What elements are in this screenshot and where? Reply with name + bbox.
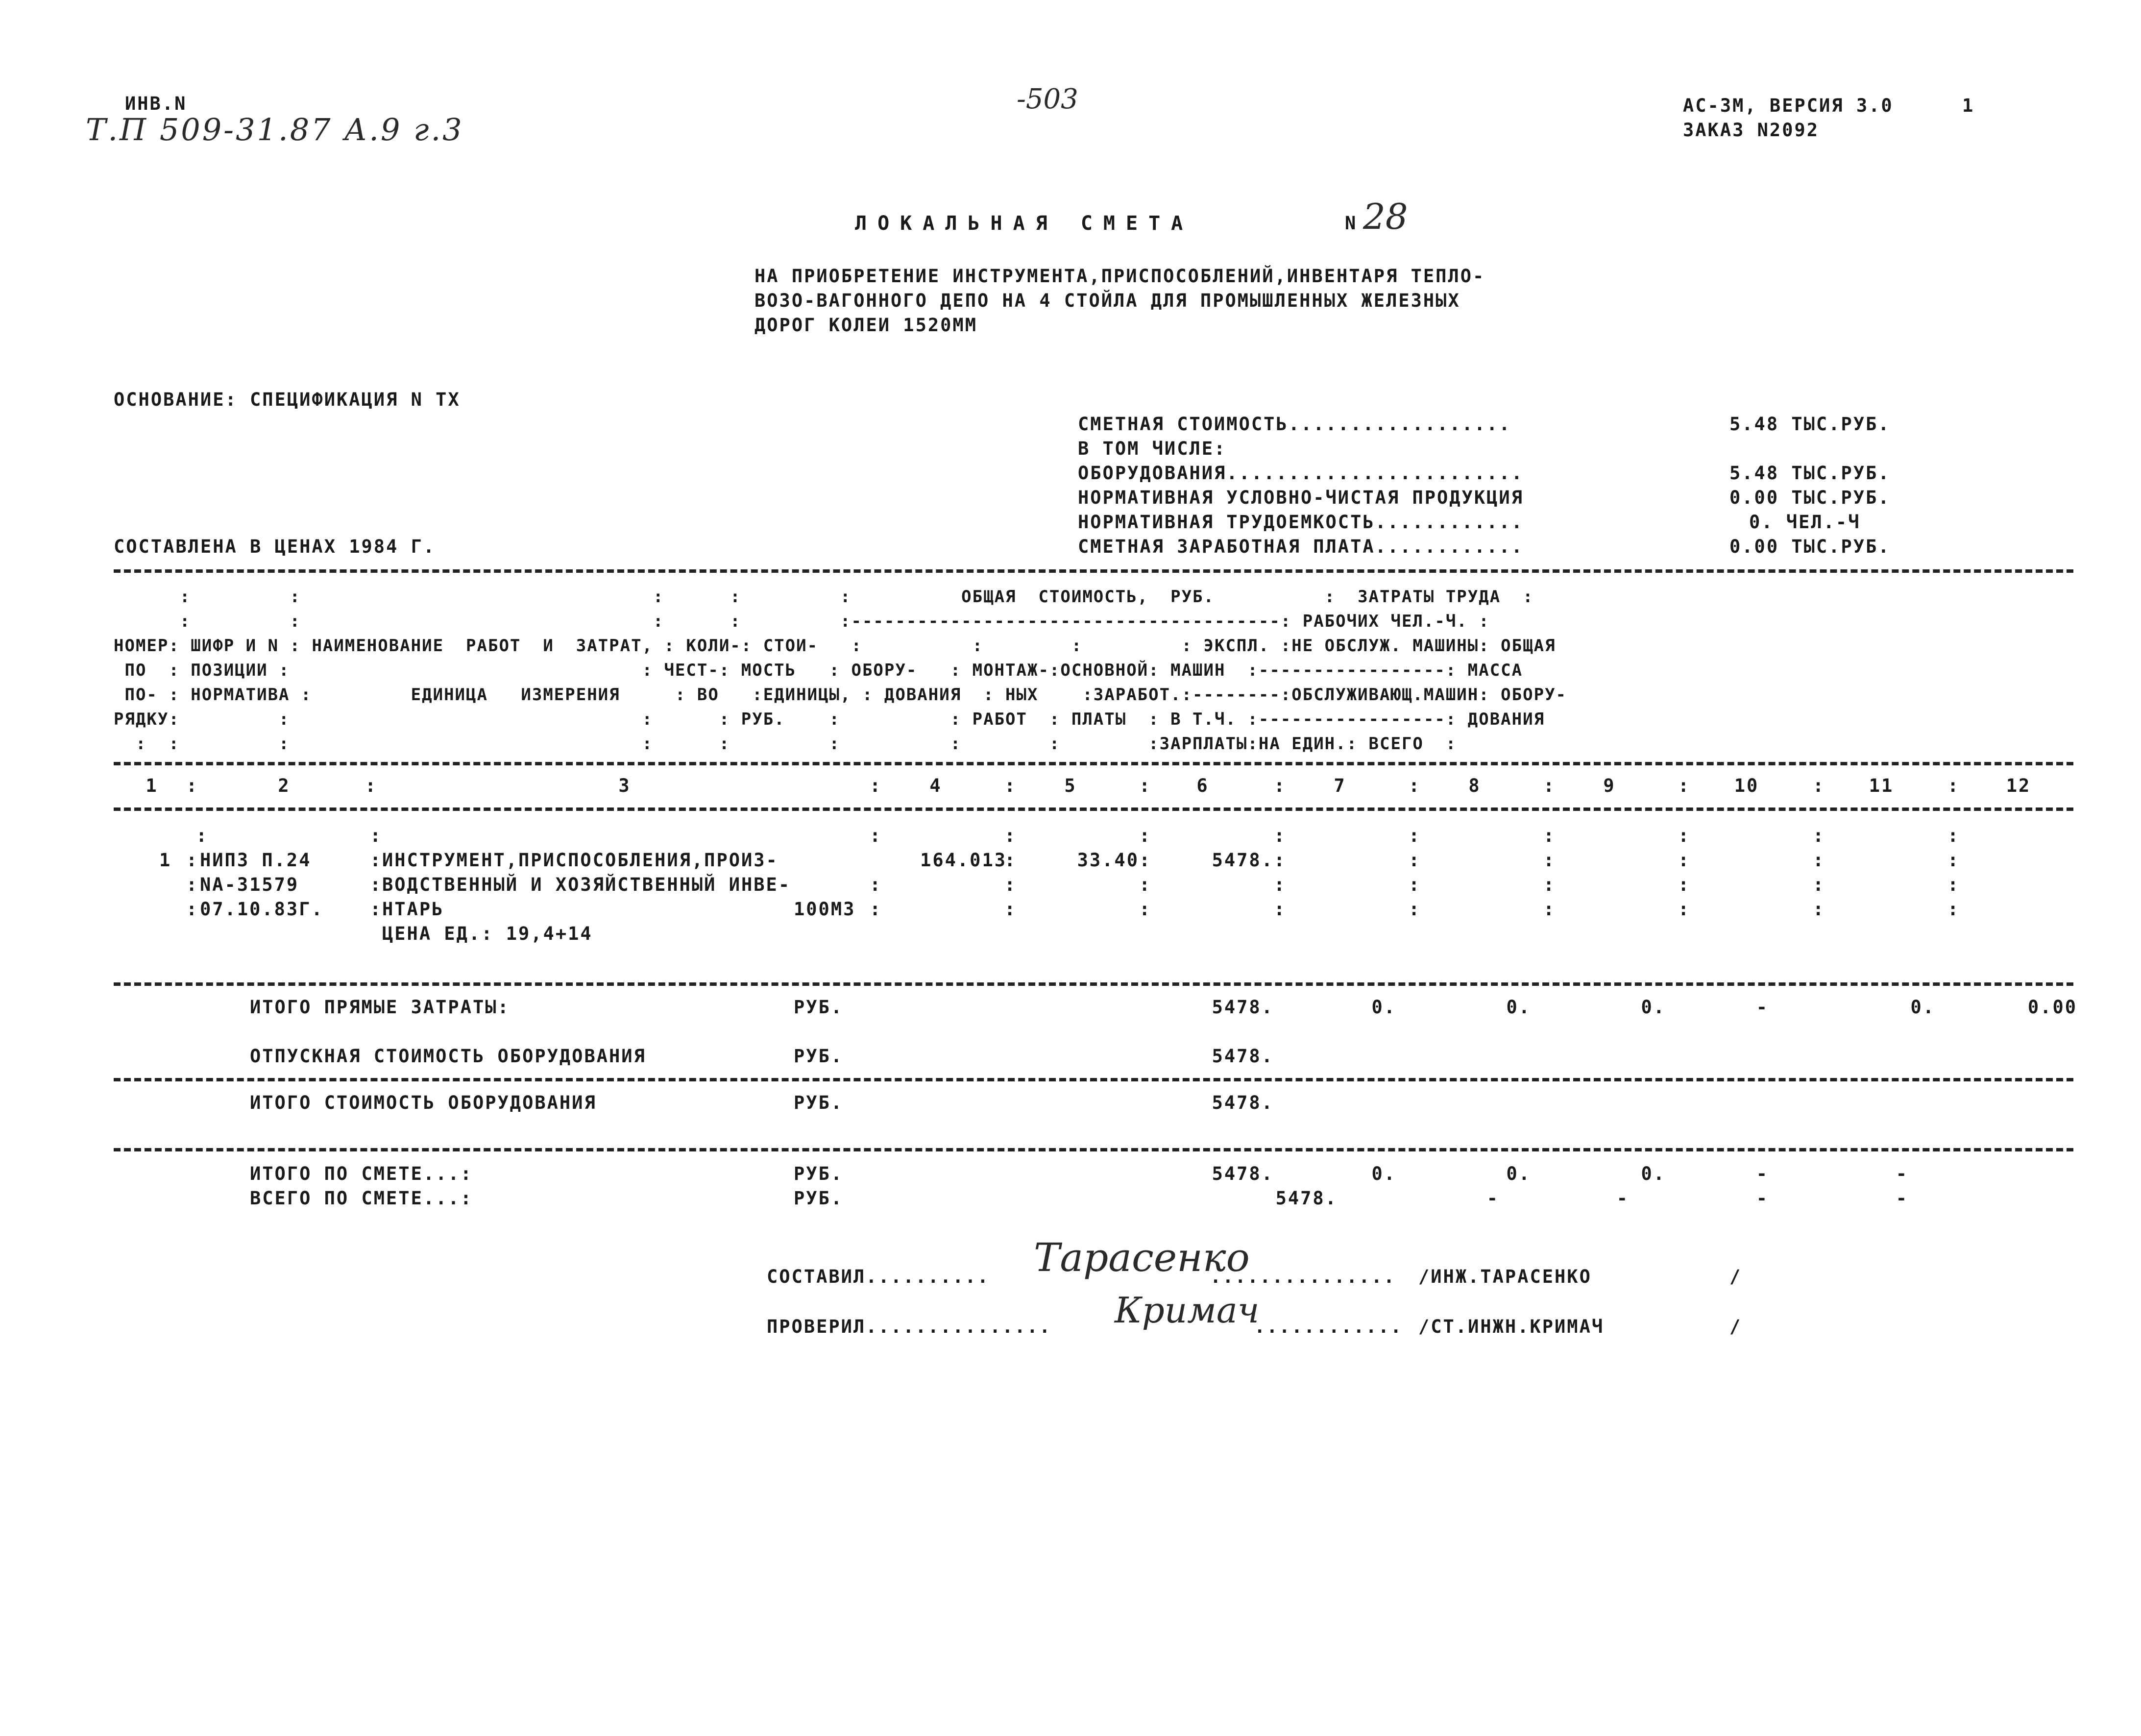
separator: : xyxy=(186,899,199,920)
table-header-line-2: : : : : :---------------------------------------: РАБОЧИХ ЧЕЛ.-Ч. : xyxy=(114,611,1490,631)
separator: : xyxy=(1678,775,1691,796)
separator: : xyxy=(1813,775,1825,796)
signature-compiled-handwritten: Тарасенко xyxy=(1034,1235,1250,1280)
separator: : xyxy=(1813,850,1825,871)
total-wages: - xyxy=(1486,1188,1499,1209)
total-equipment: 5478. xyxy=(1212,1163,1274,1184)
signature-checked-label: ПРОВЕРИЛ............... xyxy=(767,1316,1052,1337)
table-header-line-3: НОМЕР: ШИФР И N : НАИМЕНОВАНИЕ РАБОТ И ЗАТРАТ, : КОЛИ-: СТОИ- : : : : ЭКСПЛ. :НЕ ОБСЛУЖ. МАШИНЫ: ОБЩАЯ xyxy=(114,636,1556,656)
total-wages: 0. xyxy=(1506,1163,1531,1184)
total-equipment: 5478. xyxy=(1275,1188,1338,1209)
separator: : xyxy=(1543,775,1556,796)
separator: : xyxy=(870,775,882,796)
total-equipment: 5478. xyxy=(1212,997,1274,1018)
row-name-3: НТАРЬ xyxy=(382,899,444,920)
separator: : xyxy=(1274,850,1287,871)
rule-equip-total-top xyxy=(114,1078,2073,1081)
separator: : xyxy=(1543,825,1556,846)
separator: : xyxy=(1678,850,1691,871)
separator: : xyxy=(1274,825,1287,846)
table-header-line-7: : : : : : : : : :ЗАРПЛАТЫ:НА ЕДИН.: ВСЕГО : xyxy=(114,734,1457,754)
total-labor-unit: - xyxy=(1756,1163,1769,1184)
separator: : xyxy=(1947,825,1960,846)
separator: : xyxy=(1813,899,1825,920)
signature-checked-handwritten: Кримач xyxy=(1115,1290,1260,1331)
column-number: 3 xyxy=(618,775,631,796)
column-number: 1 xyxy=(146,775,158,796)
separator: : xyxy=(1139,825,1152,846)
separator: : xyxy=(1139,850,1152,871)
total-machines: 0. xyxy=(1641,1163,1666,1184)
separator: : xyxy=(196,825,209,846)
column-number: 4 xyxy=(929,775,942,796)
signature-compiled-name: /ИНЖ.ТАРАСЕНКО xyxy=(1418,1266,1592,1287)
separator: : xyxy=(370,899,383,920)
separator: : xyxy=(1678,825,1691,846)
separator: : xyxy=(1543,874,1556,895)
signature-slash: / xyxy=(1729,1266,1742,1287)
summary-value-2: 5.48 ТЫС.РУБ. xyxy=(1729,463,1891,484)
separator: : xyxy=(1004,775,1017,796)
page-number-handwritten: -503 xyxy=(1017,83,1078,115)
separator: : xyxy=(1274,899,1287,920)
total-labor-unit: - xyxy=(1756,997,1769,1018)
separator: : xyxy=(1139,874,1152,895)
separator: : xyxy=(870,825,882,846)
row-code-3: 07.10.83Г. xyxy=(200,899,324,920)
signature-compiled-dots: ............... xyxy=(1210,1266,1396,1287)
separator: : xyxy=(1409,899,1421,920)
summary-value-5: 0.00 ТЫС.РУБ. xyxy=(1729,536,1891,557)
separator: : xyxy=(186,775,199,796)
subtitle-line-2: ВОЗО-ВАГОННОГО ДЕПО НА 4 СТОЙЛА ДЛЯ ПРОМЫШЛЕННЫХ ЖЕЛЕЗНЫХ xyxy=(754,290,1460,311)
separator: : xyxy=(365,775,378,796)
table-header-line-5: ПО- : НОРМАТИВА : ЕДИНИЦА ИЗМЕРЕНИЯ : ВО :ЕДИНИЦЫ, : ДОВАНИЯ : НЫХ :ЗАРАБОТ.:--------:ОБСЛУЖИВАЮЩ.МАШИН: ОБОРУ- xyxy=(114,685,1567,705)
inventory-handwritten: Т.П 509-31.87 А.9 г.3 xyxy=(86,112,464,147)
separator: : xyxy=(1004,850,1017,871)
separator: : xyxy=(1409,874,1421,895)
separator: : xyxy=(1004,825,1017,846)
summary-label-0: СМЕТНАЯ СТОИМОСТЬ.................. xyxy=(1078,414,1511,435)
summary-value-0: 5.48 ТЫС.РУБ. xyxy=(1729,414,1891,435)
column-number: 9 xyxy=(1603,775,1616,796)
column-number: 2 xyxy=(278,775,291,796)
table-header-line-6: РЯДКУ: : : : РУБ. : : РАБОТ : ПЛАТЫ : В Т.Ч. :-----------------: ДОВАНИЯ xyxy=(114,709,1545,729)
summary-label-4: НОРМАТИВНАЯ ТРУДОЕМКОСТЬ............ xyxy=(1078,512,1524,533)
summary-label-1: В ТОМ ЧИСЛЕ: xyxy=(1078,438,1227,459)
rule-estimate-top xyxy=(114,1148,2073,1151)
separator: : xyxy=(1543,850,1556,871)
total-label: ИТОГО СТОИМОСТЬ ОБОРУДОВАНИЯ xyxy=(250,1092,597,1113)
column-number: 8 xyxy=(1468,775,1481,796)
inventory-label: ИНВ.N xyxy=(125,93,187,114)
row-name-2: ВОДСТВЕННЫЙ И ХОЗЯЙСТВЕННЫЙ ИНВЕ- xyxy=(382,874,791,895)
summary-value-3: 0.00 ТЫС.РУБ. xyxy=(1729,487,1891,508)
separator: : xyxy=(1274,775,1287,796)
separator: : xyxy=(1947,899,1960,920)
total-unit: РУБ. xyxy=(794,1163,844,1184)
total-unit: РУБ. xyxy=(794,997,844,1018)
separator: : xyxy=(870,874,882,895)
column-number: 6 xyxy=(1196,775,1209,796)
row-quantity: 164.013 xyxy=(920,850,1007,871)
total-label: ОТПУСКНАЯ СТОИМОСТЬ ОБОРУДОВАНИЯ xyxy=(250,1046,646,1067)
signature-slash: / xyxy=(1729,1316,1742,1337)
separator: : xyxy=(1813,874,1825,895)
separator: : xyxy=(1947,850,1960,871)
signature-checked-name: /СТ.ИНЖН.КРИМАЧ xyxy=(1418,1316,1605,1337)
total-mass: 0.00 xyxy=(2027,997,2077,1018)
column-number: 7 xyxy=(1334,775,1346,796)
rule-totals-top xyxy=(114,982,2073,986)
row-code-1: НИПЗ П.24 xyxy=(200,850,312,871)
total-label: ИТОГО ПРЯМЫЕ ЗАТРАТЫ: xyxy=(250,997,510,1018)
subtitle-line-1: НА ПРИОБРЕТЕНИЕ ИНСТРУМЕНТА,ПРИСПОСОБЛЕНИЙ,ИНВЕНТАРЯ ТЕПЛО- xyxy=(754,266,1485,287)
total-machines: 0. xyxy=(1641,997,1666,1018)
separator: : xyxy=(1678,874,1691,895)
total-labor-unit: - xyxy=(1756,1188,1769,1209)
separator: : xyxy=(1947,775,1960,796)
row-equipment-cost: 5478. xyxy=(1212,850,1274,871)
separator: : xyxy=(1543,899,1556,920)
separator: : xyxy=(1947,874,1960,895)
total-labor-all: 0. xyxy=(1910,997,1935,1018)
separator: : xyxy=(186,874,199,895)
total-wages: 0. xyxy=(1506,997,1531,1018)
sheet-number: 1 xyxy=(1962,95,1975,116)
separator: : xyxy=(186,850,199,871)
total-equipment: 5478. xyxy=(1212,1046,1274,1067)
separator: : xyxy=(370,825,383,846)
summary-label-3: НОРМАТИВНАЯ УСЛОВНО-ЧИСТАЯ ПРОДУКЦИЯ xyxy=(1078,487,1524,508)
rule-table-top xyxy=(114,569,2073,573)
total-labor-all: - xyxy=(1896,1163,1908,1184)
column-number: 11 xyxy=(1869,775,1894,796)
basis-text: ОСНОВАНИЕ: СПЕЦИФИКАЦИЯ N ТХ xyxy=(114,389,461,410)
title-number-prefix: N xyxy=(1345,213,1358,234)
separator: : xyxy=(1409,825,1421,846)
version-label: АС-3М, ВЕРСИЯ 3.0 xyxy=(1683,95,1894,116)
column-number: 10 xyxy=(1734,775,1759,796)
separator: : xyxy=(1139,899,1152,920)
total-unit: РУБ. xyxy=(794,1188,844,1209)
total-installation: 0. xyxy=(1371,1163,1396,1184)
order-number: ЗАКАЗ N2092 xyxy=(1683,120,1820,141)
rule-colnums-bottom xyxy=(114,807,2073,811)
rule-header-bottom xyxy=(114,762,2073,765)
title-number-handwritten: 28 xyxy=(1363,196,1408,237)
row-unit-price-note: ЦЕНА ЕД.: 19,4+14 xyxy=(382,923,593,944)
separator: : xyxy=(870,899,882,920)
prices-year: СОСТАВЛЕНА В ЦЕНАХ 1984 Г. xyxy=(114,536,436,557)
signature-compiled-label: СОСТАВИЛ.......... xyxy=(767,1266,990,1287)
row-name-1: ИНСТРУМЕНТ,ПРИСПОСОБЛЕНИЯ,ПРОИЗ- xyxy=(382,850,779,871)
document-title: ЛОКАЛЬНАЯ СМЕТА xyxy=(855,212,1194,235)
separator: : xyxy=(1004,874,1017,895)
total-label: ИТОГО ПО СМЕТЕ...: xyxy=(250,1163,473,1184)
separator: : xyxy=(1409,850,1421,871)
table-header-line-1: : : : : : ОБЩАЯ СТОИМОСТЬ, РУБ. : ЗАТРАТЫ ТРУДА : xyxy=(114,587,1534,607)
total-machines: - xyxy=(1616,1188,1629,1209)
row-number: 1 xyxy=(159,850,172,871)
row-unit-cost: 33.40 xyxy=(1077,850,1139,871)
subtitle-line-3: ДОРОГ КОЛЕИ 1520ММ xyxy=(754,315,977,336)
separator: : xyxy=(370,874,383,895)
summary-label-5: СМЕТНАЯ ЗАРАБОТНАЯ ПЛАТА............ xyxy=(1078,536,1524,557)
total-labor-all: - xyxy=(1896,1188,1908,1209)
summary-label-2: ОБОРУДОВАНИЯ........................ xyxy=(1078,463,1524,484)
summary-value-4: 0. ЧЕЛ.-Ч xyxy=(1749,512,1861,533)
table-header-line-4: ПО : ПОЗИЦИИ : : ЧЕСТ-: МОСТЬ : ОБОРУ- : МОНТАЖ-:ОСНОВНОЙ: МАШИН :-----------------: МАССА xyxy=(114,660,1523,680)
separator: : xyxy=(1813,825,1825,846)
column-number: 12 xyxy=(2006,775,2031,796)
total-equipment: 5478. xyxy=(1212,1092,1274,1113)
total-installation: 0. xyxy=(1371,997,1396,1018)
separator: : xyxy=(1409,775,1421,796)
separator: : xyxy=(1274,874,1287,895)
separator: : xyxy=(370,850,383,871)
signature-checked-dots: ............ xyxy=(1254,1316,1403,1337)
separator: : xyxy=(1678,899,1691,920)
row-code-2: NA-31579 xyxy=(200,874,299,895)
separator: : xyxy=(1139,775,1152,796)
total-label: ВСЕГО ПО СМЕТЕ...: xyxy=(250,1188,473,1209)
column-number: 5 xyxy=(1064,775,1077,796)
total-unit: РУБ. xyxy=(794,1092,844,1113)
row-unit: 100М3 xyxy=(794,899,856,920)
separator: : xyxy=(1004,899,1017,920)
total-unit: РУБ. xyxy=(794,1046,844,1067)
